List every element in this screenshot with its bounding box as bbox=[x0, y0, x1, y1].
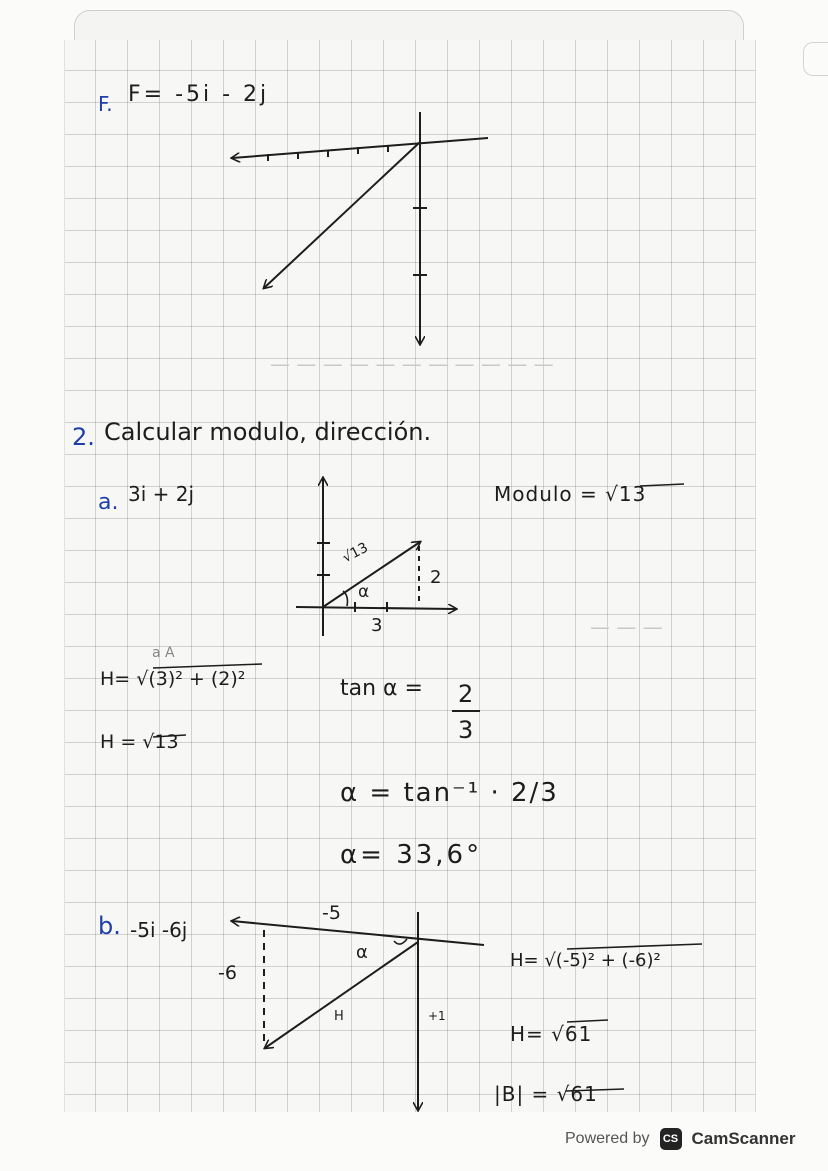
camscanner-logo-icon: CS bbox=[660, 1128, 682, 1150]
figure-a-vector bbox=[323, 539, 420, 607]
part-a-vector: 3i + 2j bbox=[128, 482, 195, 506]
alpha-equation: α = tan⁻¹ · 2/3 bbox=[340, 778, 559, 808]
figure-b-angle-label: α bbox=[356, 942, 368, 963]
fraction-bar bbox=[452, 710, 480, 712]
tan-alpha-lhs: tan α = bbox=[340, 676, 423, 701]
figure-b-side-mark: +1 bbox=[428, 1009, 446, 1023]
figure-a-x-label: 3 bbox=[371, 615, 383, 636]
figure-b-vector bbox=[265, 942, 418, 1048]
section-f-expression: F= -5i - 2j bbox=[128, 82, 270, 107]
problem-2-number: 2. bbox=[72, 423, 95, 451]
figure-a-y-label: 2 bbox=[430, 567, 442, 588]
figure-a-angle-label: α bbox=[358, 582, 370, 602]
alpha-value: α= 33,6° bbox=[340, 840, 483, 870]
part-a-h-result: H = √13 bbox=[100, 731, 179, 753]
figure-a-axes bbox=[296, 478, 456, 636]
section-f-label: F. bbox=[98, 92, 113, 116]
bleed-through-text: — — — bbox=[590, 615, 663, 639]
figure-f-axes bbox=[232, 112, 488, 344]
camscanner-watermark bbox=[565, 1128, 795, 1150]
part-a-h-formula: H= √(3)² + (2)² bbox=[100, 668, 246, 690]
problem-2-title: Calcular modulo, dirección. bbox=[104, 418, 432, 446]
tan-numerator: 2 bbox=[458, 680, 474, 708]
part-b-h-result: H= √61 bbox=[510, 1022, 593, 1046]
powered-by-text: Powered by bbox=[565, 1130, 650, 1147]
figure-b-hyp-label: H bbox=[334, 1009, 344, 1024]
part-b-label: b. bbox=[98, 912, 121, 940]
part-b-h-formula: H= √(-5)² + (-6)² bbox=[510, 950, 661, 971]
figure-b-x-label: -5 bbox=[322, 902, 341, 924]
part-a-label: a. bbox=[98, 490, 119, 515]
part-b-vector: -5i -6j bbox=[130, 918, 188, 942]
part-a-small-marks: a A bbox=[152, 645, 175, 661]
figure-f-vector bbox=[264, 142, 420, 288]
part-b-magnitude: |B| = √61 bbox=[494, 1082, 598, 1106]
part-a-modulo: Modulo = √13 bbox=[494, 482, 647, 506]
tan-denominator: 3 bbox=[458, 716, 474, 744]
figure-b-y-label: -6 bbox=[218, 962, 237, 984]
figure-a-hyp-label: √13 bbox=[339, 539, 371, 567]
bleed-through-text: — — — — — — — — — — — bbox=[270, 352, 554, 376]
camscanner-brand: CamScanner bbox=[691, 1129, 796, 1148]
